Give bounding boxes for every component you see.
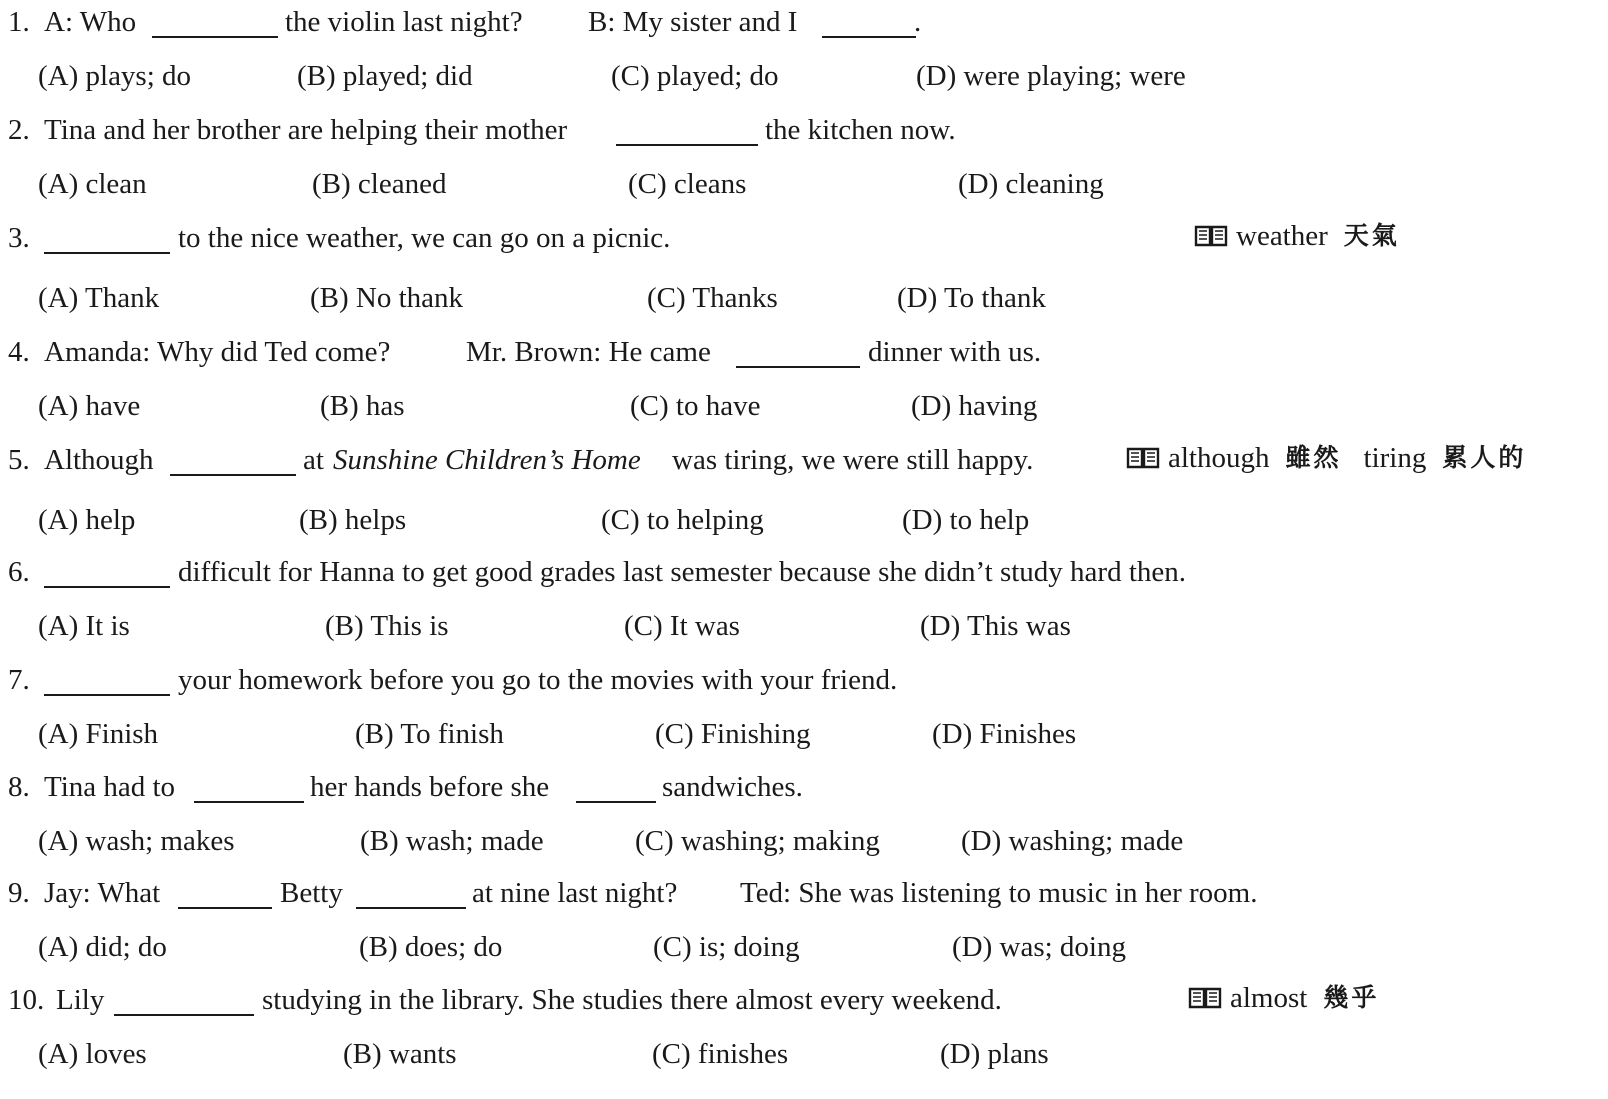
option-a: (A) Thank [38,282,160,314]
option-d: (D) Finishes [932,718,1077,750]
question-text: at [303,444,324,476]
question-text: Amanda: Why did Ted come? [44,336,391,368]
answer-blank [114,980,254,1016]
question-number: 8. [8,771,30,803]
option-b: (B) played; did [297,60,473,92]
question-text: the violin last night? [285,6,523,38]
option-c: (C) Thanks [647,282,778,314]
option-a: (A) help [38,504,136,536]
option-c: (C) It was [624,610,740,642]
answer-blank [616,110,758,146]
vocab-translation: 天氣 [1343,221,1400,250]
option-b: (B) To finish [355,718,504,750]
vocab-word: although [1168,442,1270,474]
option-c: (C) is; doing [653,931,800,963]
option-d: (D) washing; made [961,825,1184,857]
answer-blank [356,873,466,909]
option-b: (B) wash; made [360,825,544,857]
answer-blank [178,873,272,909]
question-text: Ted: She was listening to music in her room. [740,877,1258,909]
option-a: (A) plays; do [38,60,192,92]
question-text: . [914,6,922,38]
answer-blank [152,2,278,38]
question-number: 1. [8,6,30,38]
question-text: Tina and her brother are helping their mother [44,114,568,146]
question-number: 6. [8,556,30,588]
vocab-word: weather [1236,220,1328,252]
option-c: (C) played; do [611,60,779,92]
option-a: (A) wash; makes [38,825,235,857]
option-a: (A) did; do [38,931,167,963]
option-b: (B) has [320,390,405,422]
question-text: Although [44,444,154,476]
option-a: (A) have [38,390,141,422]
question-text: Mr. Brown: He came [466,336,711,368]
question-number: 10. [8,984,45,1016]
vocab-translation: 幾乎 [1323,983,1380,1012]
option-c: (C) cleans [628,168,747,200]
question-text: the kitchen now. [765,114,956,146]
question-number: 4. [8,336,30,368]
question-text: sandwiches. [662,771,803,803]
option-c: (C) to helping [601,504,764,536]
question-text: Lily [56,984,105,1016]
vocab-translation: 累人的 [1442,443,1527,472]
answer-blank [44,660,170,696]
question-text: Tina had to [44,771,176,803]
vocab-note [1188,978,1379,1018]
option-d: (D) having [911,390,1038,422]
question-number: 7. [8,664,30,696]
option-c: (C) to have [630,390,761,422]
option-d: (D) to help [902,504,1030,536]
book-icon [1194,223,1228,249]
option-c: (C) finishes [652,1038,789,1070]
question-text: Jay: What [44,877,161,909]
answer-blank [170,440,296,476]
option-a: (A) It is [38,610,130,642]
question-text: Betty [280,877,343,909]
question-text: at nine last night? [472,877,678,909]
book-icon [1126,445,1160,471]
option-a: (A) clean [38,168,147,200]
option-b: (B) No thank [310,282,464,314]
vocab-note [1126,438,1526,478]
vocab-word: tiring [1363,442,1427,474]
vocab-word: almost [1230,982,1308,1014]
answer-blank [44,552,170,588]
book-icon [1188,985,1222,1011]
vocab-translation: 雖然 [1285,443,1342,472]
option-d: (D) plans [940,1038,1049,1070]
question-text: studying in the library. She studies there almost every weekend. [262,984,1002,1016]
option-d: (D) This was [920,610,1071,642]
place-name: Sunshine Children’s Home [333,444,641,476]
question-number: 5. [8,444,30,476]
option-d: (D) To thank [897,282,1046,314]
vocab-note [1194,216,1400,256]
option-b: (B) cleaned [312,168,447,200]
question-text: A: Who [44,6,137,38]
answer-blank [194,767,304,803]
question-text: her hands before she [310,771,550,803]
question-text: B: My sister and I [588,6,798,38]
option-b: (B) helps [299,504,407,536]
question-number: 3. [8,222,30,254]
question-text: was tiring, we were still happy. [672,444,1034,476]
option-c: (C) Finishing [655,718,811,750]
question-number: 2. [8,114,30,146]
option-c: (C) washing; making [635,825,880,857]
option-d: (D) was; doing [952,931,1126,963]
option-b: (B) This is [325,610,449,642]
answer-blank [736,332,860,368]
question-text: your homework before you go to the movies with your friend. [178,664,898,696]
question-text: dinner with us. [868,336,1042,368]
option-d: (D) were playing; were [916,60,1186,92]
option-a: (A) loves [38,1038,147,1070]
option-d: (D) cleaning [958,168,1104,200]
question-text: to the nice weather, we can go on a picnic. [178,222,671,254]
option-a: (A) Finish [38,718,159,750]
answer-blank [576,767,656,803]
answer-blank [822,2,916,38]
question-number: 9. [8,877,30,909]
question-text: difficult for Hanna to get good grades last semester because she didn’t study hard then. [178,556,1187,588]
answer-blank [44,218,170,254]
option-b: (B) wants [343,1038,457,1070]
option-b: (B) does; do [359,931,503,963]
